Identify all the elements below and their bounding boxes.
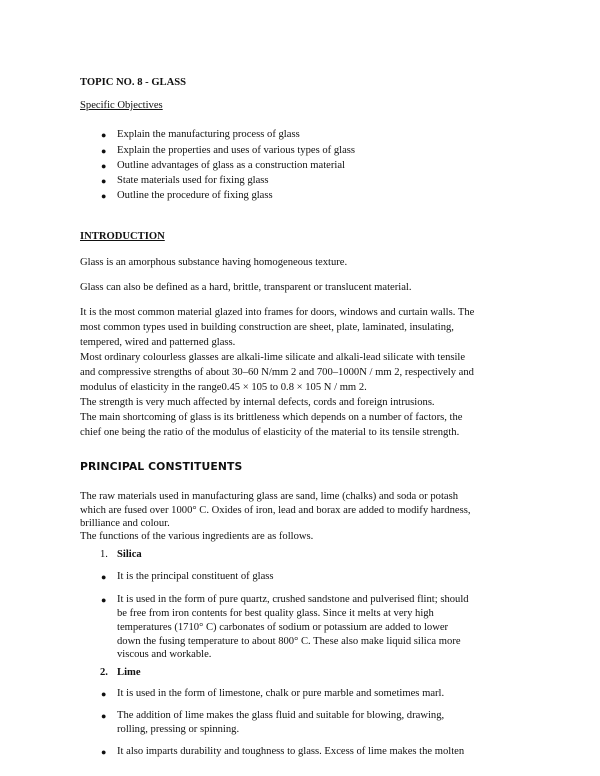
intro-line: Most ordinary colourless glasses are alkali-lime silicate and alkali-lead silicate with tensile bbox=[80, 352, 466, 363]
bullet-icon: ● bbox=[101, 176, 107, 186]
bullet-icon: ● bbox=[101, 595, 107, 605]
bullet-icon: ● bbox=[101, 161, 107, 171]
constituents-heading: PRINCIPAL CONSTITUENTS bbox=[80, 460, 243, 473]
constituents-line: which are fused over 1000° C. Oxides of iron, lead and borax are added to modify hardness, bbox=[80, 505, 471, 516]
lime-bullet: It is used in the form of limestone, chalk or pure marble and sometimes marl. bbox=[117, 688, 445, 699]
intro-line: and compressive strengths of about 30–60 N/mm 2 and 700–1000N / mm 2, respectively and bbox=[80, 367, 474, 378]
silica-bullet-line: viscous and workable. bbox=[117, 649, 212, 660]
objective-item: State materials used for fixing glass bbox=[117, 175, 269, 186]
objectives-heading: Specific Objectives bbox=[80, 100, 163, 111]
silica-bullet-line: temperatures (1710° C) carbonates of sodium or potassium are added to lower bbox=[117, 622, 449, 633]
bullet-icon: ● bbox=[101, 711, 107, 721]
intro-paragraph-1: Glass is an amorphous substance having homogeneous texture. bbox=[80, 257, 348, 268]
intro-line: most common types used in building construction are sheet, plate, laminated, insulating, bbox=[80, 322, 454, 333]
lime-number: 2. bbox=[100, 667, 108, 678]
lime-bullet-line: rolling, pressing or spinning. bbox=[117, 724, 240, 735]
objective-item: Outline the procedure of fixing glass bbox=[117, 190, 273, 201]
intro-line: modulus of elasticity in the range0.45 × 105 to 0.8 × 105 N / mm 2. bbox=[80, 382, 367, 393]
bullet-icon: ● bbox=[101, 130, 107, 140]
objective-item: Explain the properties and uses of various types of glass bbox=[117, 145, 356, 156]
constituents-line: brilliance and colour. bbox=[80, 518, 170, 529]
bullet-icon: ● bbox=[101, 689, 107, 699]
introduction-heading: INTRODUCTION bbox=[80, 231, 165, 242]
intro-line: The strength is very much affected by internal defects, cords and foreign intrusions. bbox=[80, 397, 435, 408]
objective-item: Outline advantages of glass as a construction material bbox=[117, 160, 345, 171]
silica-bullet-line: It is used in the form of pure quartz, crushed sandstone and pulverised flint; should bbox=[117, 594, 469, 605]
intro-line: It is the most common material glazed into frames for doors, windows and curtain walls. The bbox=[80, 307, 475, 318]
bullet-icon: ● bbox=[101, 191, 107, 201]
bullet-icon: ● bbox=[101, 146, 107, 156]
bullet-icon: ● bbox=[101, 747, 107, 757]
constituents-line: The raw materials used in manufacturing glass are sand, lime (chalks) and soda or potash bbox=[80, 491, 459, 502]
silica-heading: Silica bbox=[117, 549, 142, 560]
page-title: TOPIC NO. 8 - GLASS bbox=[80, 77, 187, 88]
lime-bullet: It also imparts durability and toughness to glass. Excess of lime makes the molten bbox=[117, 746, 465, 757]
bullet-icon: ● bbox=[101, 572, 107, 582]
silica-bullet-line: down the fusing temperature to about 800° C. These also make liquid silica more bbox=[117, 636, 461, 647]
silica-bullet-line: be free from iron contents for best quality glass. Since it melts at very high bbox=[117, 608, 434, 619]
lime-heading: Lime bbox=[117, 667, 141, 678]
objective-item: Explain the manufacturing process of glass bbox=[117, 129, 300, 140]
lime-bullet-line: The addition of lime makes the glass fluid and suitable for blowing, drawing, bbox=[117, 710, 445, 721]
intro-line: tempered, wired and patterned glass. bbox=[80, 337, 236, 348]
constituents-line: The functions of the various ingredients are as follows. bbox=[80, 531, 314, 542]
silica-bullet: It is the principal constituent of glass bbox=[117, 571, 274, 582]
silica-number: 1. bbox=[100, 549, 108, 560]
intro-line: The main shortcoming of glass is its brittleness which depends on a number of factors, the bbox=[80, 412, 463, 423]
intro-line: chief one being the ratio of the modulus of elasticity of the material to its tensile strength. bbox=[80, 427, 460, 438]
intro-paragraph-2: Glass can also be defined as a hard, brittle, transparent or translucent material. bbox=[80, 282, 412, 293]
